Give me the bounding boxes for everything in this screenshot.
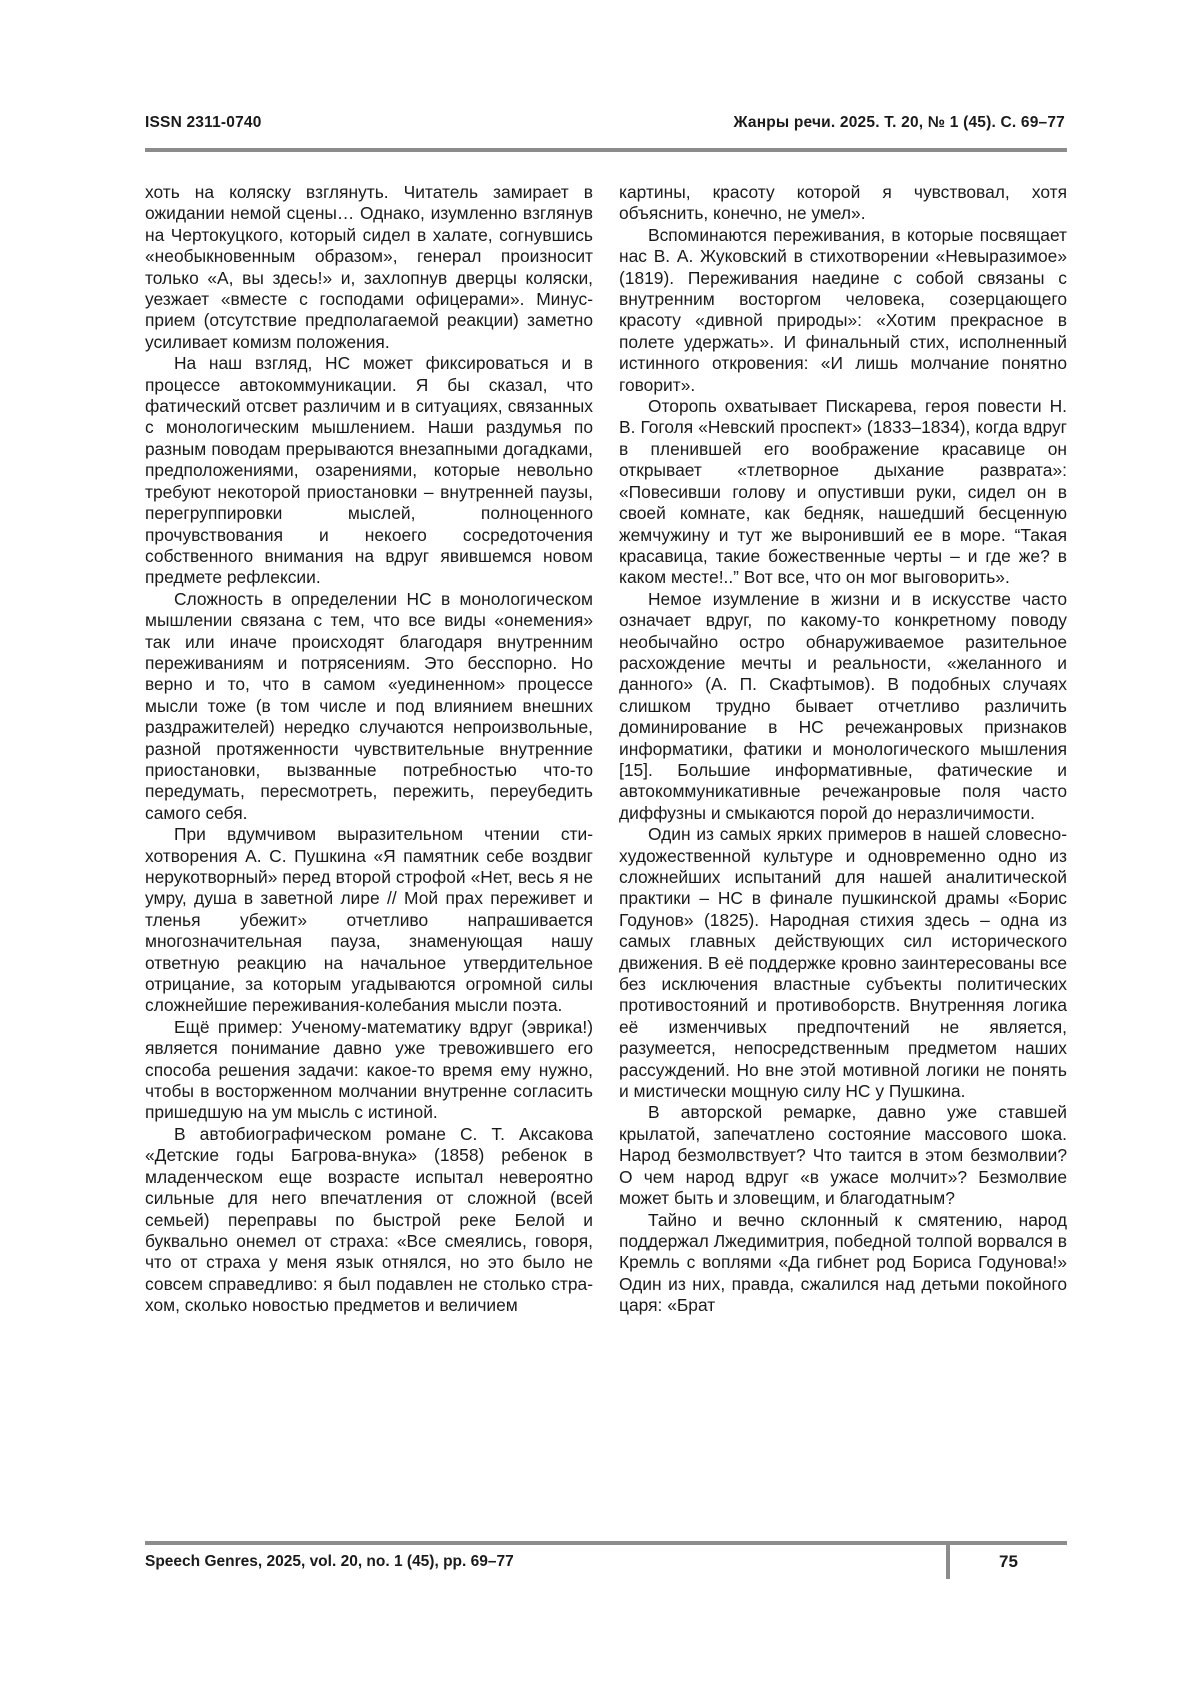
paragraph: Ещё пример: Ученому-математику вдруг (эврика!) является понимание давно уже тревожившего его способа решения задачи: какое-то время ему нужно, чтобы в восторженном молчании внутренне согласить пришедшую на ум мысль с истиной. — [145, 1016, 593, 1123]
left-column — [145, 182, 593, 1317]
right-column — [619, 182, 1067, 1317]
paragraph: хоть на коляску взглянуть. Читатель замирает в ожидании немой сцены… Однако, изумленно взглянув на Чертокуцкого, который сидел в халате, согнувшись «необыкновенным образом», генерал произносит только «А, вы здесь!» и, захлопнув дверцы коляски, уезжает «вместе с господами офицерами». Минус-прием (отсутствие предполагаемой реакции) заметно усиливает комизм положения. — [145, 182, 593, 352]
paragraph: В автобиографическом романе С. Т. Аксакова «Детские годы Багрова-внука» (1858) ребенок в младенческом еще возрасте испытал невероятно сильные для него впечатления от сложной (всей семьей) переправы по быстрой реке Белой и буквально онемел от страха: «Все смеялись, говоря, что от страха у меня язык отнялся, но это было не совсем справедливо: я был подавлен не столько страхом, сколько новостью предметов и величием — [145, 1123, 593, 1316]
paragraph: Тайно и вечно склонный к смятению, народ поддержал Лжедимитрия, победной толпой ворвался в Кремль с воплями «Да гибнет род Бориса Годунова!» Один из них, правда, сжалился над детьми покойного царя: «Брат — [619, 1209, 1067, 1316]
paragraph: В авторской ремарке, давно уже ставшей крылатой, запечатлено состояние массового шока. Народ безмолвствует? Что таится в этом безмолвии? О чем народ вдруг «в ужасе молчит»? Безмолвие может быть и зловещим, и благодатным? — [619, 1102, 1067, 1209]
paragraph: Оторопь охватывает Пискарева, героя повести Н. В. Гоголя «Невский проспект» (1833–1834), когда вдруг в пленившей его воображение красавице он открывает «тлетворное дыхание разврата»: «Повесивши голову и опустивши руки, сидел он в своей комнате, как бедняк, нашедший бесценную жемчужину и тут же выронивший ее в море. “Такая красавица, такие божественные черты – и где же? в каком месте!..” Вот все, что он мог выговорить». — [619, 396, 1067, 588]
paragraph: Сложность в определении НС в монологическом мышлении связана с тем, что все виды «онемения» так или иначе происходят благодаря внутренним переживаниям и потрясениям. Это бесспорно. Но верно и то, что в самом «уединенном» процессе мысли тоже (в том числе и под влиянием внешних раздражителей) нередко случаются непроизвольные, разной протяженности чувствительные внутренние приостановки, вызванные потребностью что-то передумать, пересмотреть, пережить, переубедить самого себя. — [145, 588, 593, 823]
journal-citation: Жанры речи. 2025. Т. 20, № 1 (45). С. 69–77 — [733, 114, 1065, 131]
running-header — [145, 114, 1065, 138]
header-rule — [145, 148, 1067, 152]
footer-citation: Speech Genres, 2025, vol. 20, no. 1 (45), pp. 69–77 — [145, 1553, 514, 1570]
paragraph: картины, красоту которой я чувствовал, хотя объяснить, конечно, не умел». — [619, 182, 1067, 224]
issn-label: ISSN 2311-0740 — [145, 114, 262, 131]
footer-rule — [145, 1541, 1067, 1545]
paragraph: Вспоминаются переживания, в которые посвящает нас В. А. Жуковский в стихотворении «Невыразимое» (1819). Переживания наедине с собой связаны с внутренним восторгом человека, созерцающего красоту «дивной природы»: «Хотим прекрасное в полете удержать». И финальный стих, исполненный истинного откровения: «И лишь молчание понятно говорит». — [619, 224, 1067, 395]
page-number: 75 — [999, 1552, 1018, 1571]
paragraph: Немое изумление в жизни и в искусстве часто означает вдруг, по какому-то конкретному поводу необычайно остро обнаруживаемое разительное расхождение мечты и реальности, «желанного и данного» (А. П. Скафтымов). В подобных случаях слишком трудно бывает отчетливо различить доминирование в НС речежанровых признаков информатики, фатики и монологического мышления [15]. Большие информативные, фатические и автокоммуникативные речежанровые поля часто диффузны и смыкаются порой до неразличимости. — [619, 588, 1067, 823]
paragraph: Один из самых ярких примеров в нашей словесно-художественной культуре и одновременно одно из сложнейших испытаний для нашей аналитической практики – НС в финале пушкинской драмы «Борис Годунов» (1825). Народная стихия здесь – одна из самых главных действующих сил исторического движения. В её поддержке кровно заинтересованы все без исключения властные субъекты политических противостояний и противоборств. Внутренняя логика её изменчивых предпочтений не является, разумеется, непосредственным предметом наших рассуждений. Но вне этой мотивной логики не понять и мистически мощную силу НС у Пушкина. — [619, 824, 1067, 1102]
paragraph: При вдумчивом выразительном чтении стихотворения А. С. Пушкина «Я памятник себе воздвиг нерукотворный» перед второй строфой «Нет, весь я не умру, душа в заветной лире // Мой прах переживет и тленья убежит» отчетливо напрашивается многозначительная пауза, знаменующая нашу ответную реакцию на начальное утвердительное отрицание, за которым угадываются огромной силы сложнейшие переживания-колебания мысли поэта. — [145, 824, 593, 1016]
paragraph: На наш взгляд, НС может фиксироваться и в процессе автокоммуникации. Я бы сказал, что фатический отсвет различим и в ситуациях, связанных с монологическим мышлением. Наши раздумья по разным поводам прерываются внезапными догадками, предположениями, озарениями, которые невольно требуют некоторой приостановки – внутренней паузы, перегруппировки мыслей, полноценного прочувствования и некоего сосредоточения собственного внимания на вдруг явившемся новом предмете рефлексии. — [145, 353, 593, 588]
